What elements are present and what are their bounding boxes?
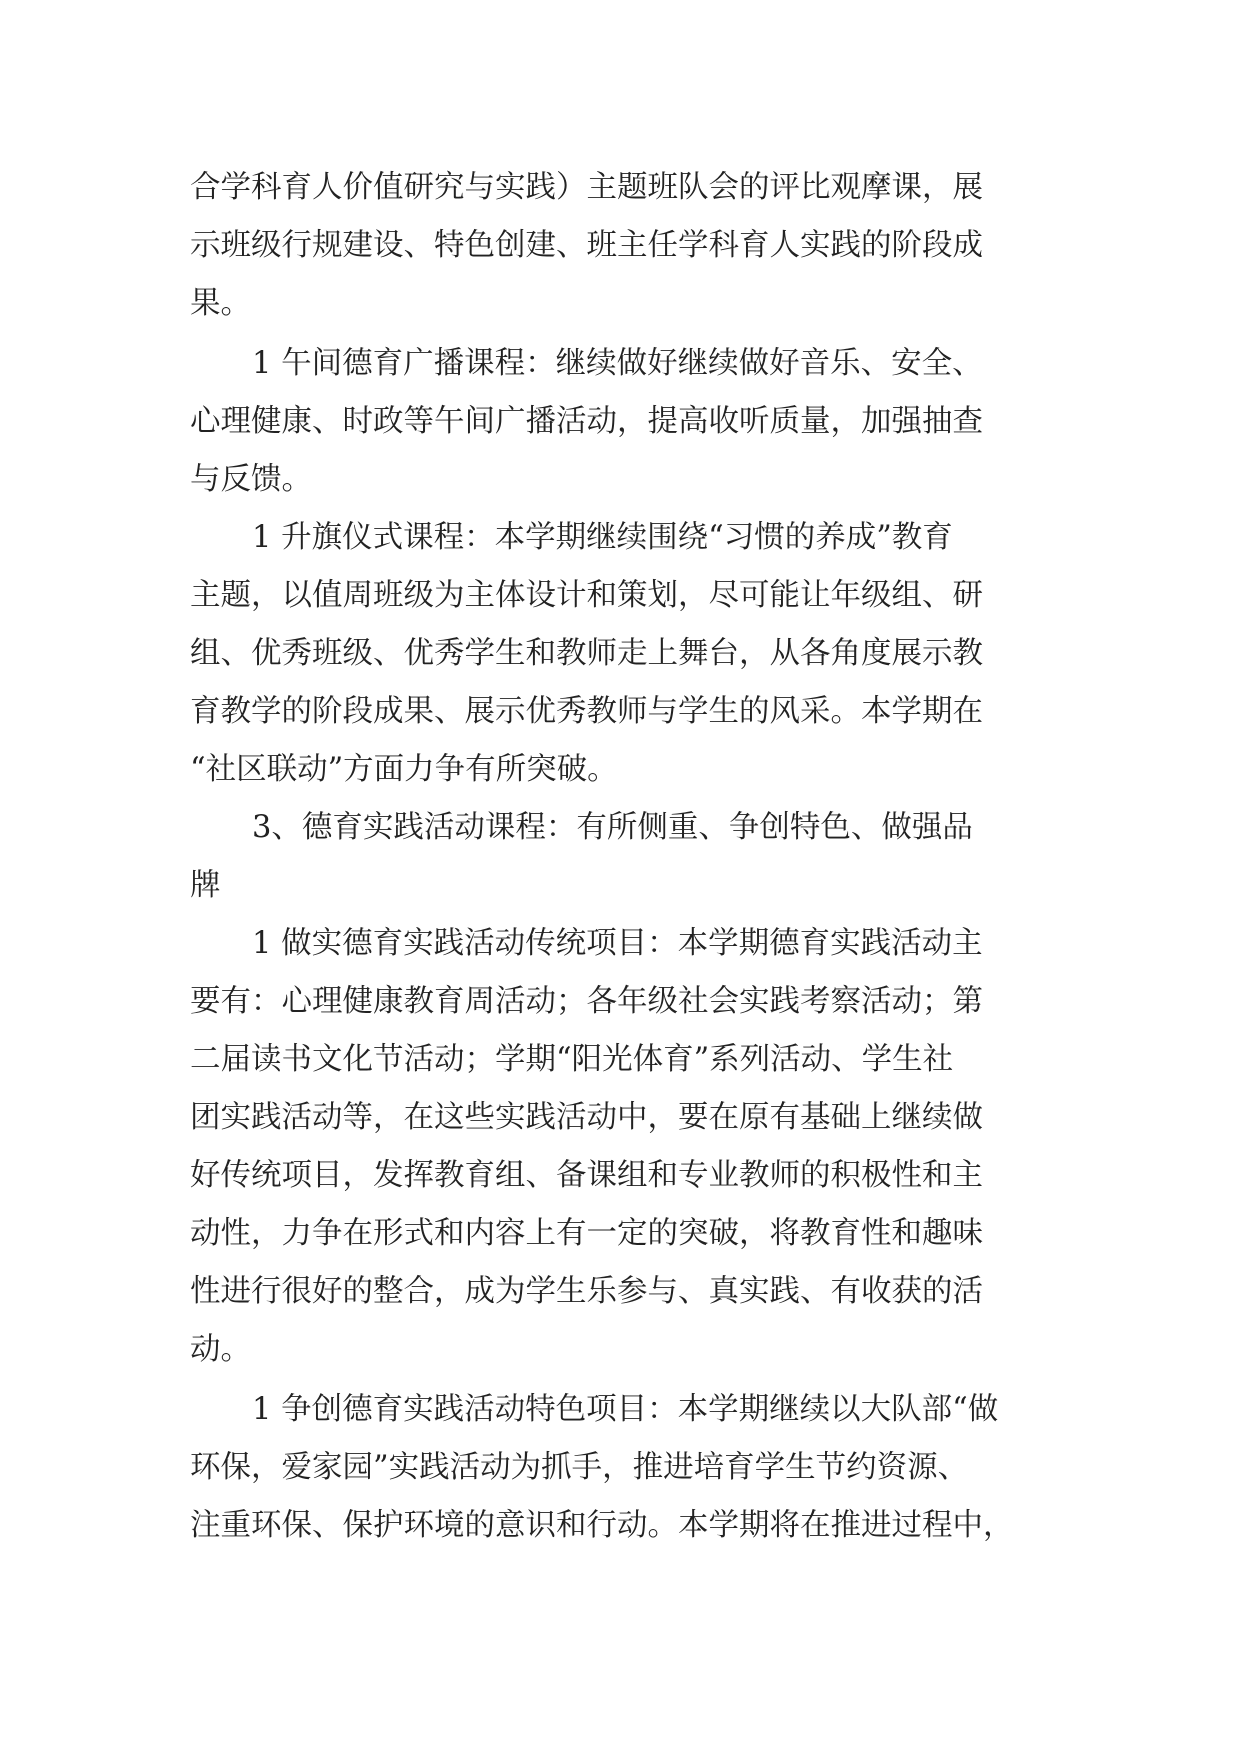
- text-line: 牌: [190, 868, 221, 903]
- text-line: 二届读书文化节活动；学期“阳光体育”系列活动、学生社: [190, 1042, 954, 1077]
- text-line: 合学科育人价值研究与实践）主题班队会的评比观摩课，展: [190, 170, 983, 205]
- text-line: 性进行很好的整合，成为学生乐参与、真实践、有收获的活: [190, 1274, 983, 1309]
- text-line: “社区联动”方面力争有所突破。: [190, 752, 618, 787]
- text-line: 动。: [190, 1332, 251, 1367]
- text-line: 环保，爱家园”实践活动为抓手，推进培育学生节约资源、: [190, 1450, 969, 1485]
- text-line: 1 做实德育实践活动传统项目：本学期德育实践活动主: [252, 926, 983, 961]
- text-line: 3、德育实践活动课程：有所侧重、争创特色、做强品: [252, 810, 973, 845]
- text-line: 注重环保、保护环境的意识和行动。本学期将在推进过程中，: [190, 1508, 1014, 1543]
- text-line: 果。: [190, 286, 251, 321]
- text-line: 主题，以值周班级为主体设计和策划，尽可能让年级组、研: [190, 578, 983, 613]
- text-line: 动性，力争在形式和内容上有一定的突破，将教育性和趣味: [190, 1216, 983, 1251]
- text-line: 示班级行规建设、特色创建、班主任学科育人实践的阶段成: [190, 228, 983, 263]
- text-line: 组、优秀班级、优秀学生和教师走上舞台，从各角度展示教: [190, 636, 983, 671]
- text-line: 团实践活动等，在这些实践活动中，要在原有基础上继续做: [190, 1100, 983, 1135]
- text-line: 与反馈。: [190, 462, 312, 497]
- text-line: 1 升旗仪式课程：本学期继续围绕“习惯的养成”教育: [252, 520, 953, 555]
- text-line: 1 午间德育广播课程：继续做好继续做好音乐、安全、: [252, 346, 983, 381]
- text-line: 好传统项目，发挥教育组、备课组和专业教师的积极性和主: [190, 1158, 983, 1193]
- text-line: 1 争创德育实践活动特色项目：本学期继续以大队部“做: [252, 1392, 999, 1427]
- text-line: 要有：心理健康教育周活动；各年级社会实践考察活动；第: [190, 984, 983, 1019]
- text-line: 心理健康、时政等午间广播活动，提高收听质量，加强抽查: [190, 404, 983, 439]
- text-line: 育教学的阶段成果、展示优秀教师与学生的风采。本学期在: [190, 694, 983, 729]
